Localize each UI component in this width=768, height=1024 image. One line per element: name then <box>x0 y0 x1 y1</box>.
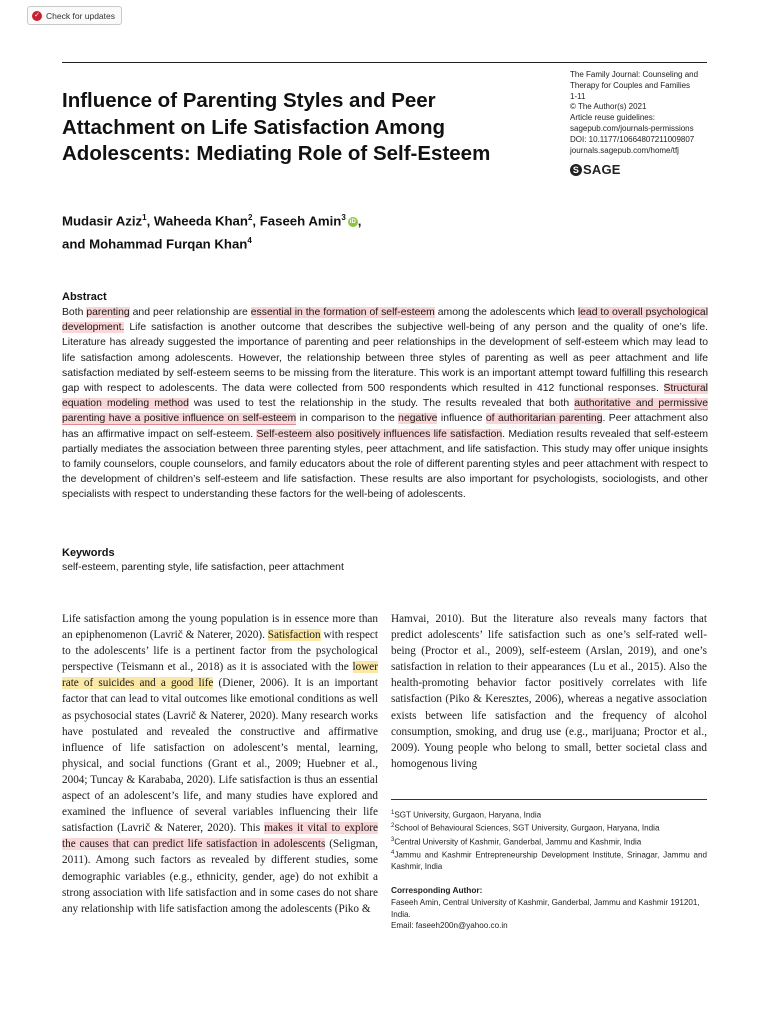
highlighted-text: parenting <box>86 307 130 318</box>
highlighted-text: essential in the formation of self-esteem <box>250 307 435 318</box>
abstract-body <box>62 305 708 503</box>
author-prefix: and <box>62 236 90 252</box>
body-column-left <box>62 611 378 917</box>
sage-mark-icon: S <box>570 164 582 176</box>
journal-line: Therapy for Couples and Families <box>570 80 691 90</box>
footnote-rule <box>391 799 707 800</box>
affiliation-footnotes <box>391 808 707 873</box>
reuse-guidelines-label: Article reuse guidelines: <box>570 113 655 123</box>
corresponding-address: Faseeh Amin, Central University of Kashmir, Ganderbal, Jammu and Kashmir 191201, India. <box>391 898 700 919</box>
affiliation-sup: 3 <box>341 213 346 222</box>
article-title: Influence of Parenting Styles and Peer Attachment on Life Satisfaction Among Adolescents: Mediating Role of Self-Esteem <box>62 89 491 165</box>
corresponding-author-heading: Corresponding Author: <box>391 885 483 895</box>
author-name: Faseeh Amin <box>259 213 342 229</box>
highlighted-text: Self-esteem also positively influences life satisfaction <box>256 428 503 440</box>
author-list: Mudasir Aziz$^1$, Waheeda Khan$^2$, Faseeh Amin$^3$ iD , and Mohammad Furqan Khan$^4$ <box>62 213 362 252</box>
author-name: Waheeda Khan <box>153 213 248 229</box>
author-name: Mohammad Furqan Khan <box>89 236 248 252</box>
update-check-icon: ✓ <box>32 11 42 21</box>
affiliation-number: 2 <box>391 823 395 830</box>
text-run: influence <box>437 413 486 425</box>
affiliation-item <box>391 835 707 848</box>
text-run: among the adolescents which <box>434 307 578 318</box>
highlighted-text: Structural equation modeling method <box>62 383 708 410</box>
highlighted-text: negative <box>398 413 438 425</box>
highlighted-text: lower rate of suicides and a good life <box>62 661 378 690</box>
corresponding-author-body <box>391 897 707 932</box>
text-run: Life satisfaction is another outcome that describes the subjective well-being of any person and the quality of one’s life. Literature has already suggested the importance of parenting and peer relationships in the development of self-esteem which may lead to life satisfaction among adolescents. However, the relationship between three styles of parenting as well as peer attachment and life satisfaction mediated by self-esteem seems to be missing from the literature. This work is an important attempt toward fulfilling this research gap with respect to adolescents. The data were collected from 500 respondents which resulted in 412 functional responses. <box>62 322 708 395</box>
sage-logo <box>570 162 621 177</box>
affiliation-text: Central University of Kashmir, Ganderbal, Jammu and Kashmir, India <box>394 837 642 847</box>
text-run: Life satisfaction among the young population is in essence more than an epiphenomenon (Lavrič & Naterer, 2020). <box>62 613 378 642</box>
check-for-updates-button[interactable] <box>27 6 122 25</box>
journal-home-link[interactable]: journals.sagepub.com/home/tfj <box>570 145 679 155</box>
text-run: . Mediation results revealed that self-esteem partially mediates the association between three parenting styles, peer attachment, and life satisfaction. This study may offer unique insights to family counselors, couple counselors, and family educators about the role of different parenting styles and peer attachment with respect to the development of children’s self-esteem and life satisfaction. These results are also important for psychologists, sociologists, and other specialists with respect to understanding these factors for the well-being of adolescents. <box>62 428 709 501</box>
affiliation-sup: 2 <box>247 213 253 222</box>
affiliation-text: Jammu and Kashmir Entrepreneurship Development Institute, Srinagar, Jammu and Kashmir, India <box>391 850 707 872</box>
doi-link[interactable]: DOI: 10.1177/10664807211009807 <box>570 134 695 144</box>
keywords-heading: Keywords <box>62 547 115 559</box>
text-run: with respect to the adolescents’ life is a pertinent factor from the psychological perspective (Teismann et al., 2018) as it is associated with the <box>62 629 378 674</box>
affiliation-sup: 4 <box>247 236 252 246</box>
text-run: and peer relationship are <box>129 307 251 318</box>
permissions-link[interactable]: sagepub.com/journals-permissions <box>570 123 694 133</box>
highlighted-text: Satisfaction <box>267 629 321 642</box>
highlighted-text: authoritative and permissive parenting have a positive influence on self-esteem <box>62 398 709 425</box>
affiliation-item <box>391 808 707 821</box>
orcid-icon[interactable]: iD <box>349 218 356 225</box>
affiliation-sup: 1 <box>142 213 147 222</box>
affiliation-text: School of Behavioural Sciences, SGT University, Gurgaon, Haryana, India <box>394 823 660 833</box>
affiliation-number: 4 <box>391 849 395 856</box>
affiliation-item <box>391 848 707 873</box>
text-run: (Diener, 2006). It is an important factor that can lead to vital outcomes like emotional conditions as well as psychosocial states (Lavrič & Naterer, 2020). Many research works have postulated and revealed the constructive and affirmative influence of life satisfaction on adolescent’s mental, learning, physical, and social functions (Grant et al., 2009; Huebner et al., 2004; Tuncay & Karababa, 2020). Life satisfaction is thus an essential aspect of an adolescent’s life, and many studies have explored and examined the influence of several variables influencing their life satisfaction (Lavrič & Naterer, 2020). This <box>62 677 379 835</box>
journal-line: The Family Journal: Counseling and <box>570 70 699 79</box>
author-name: Mudasir Aziz <box>62 213 143 229</box>
keywords-text: self-esteem, parenting style, life satisfaction, peer attachment <box>62 562 344 573</box>
text-run: . Peer attachment also has an affirmative impact on self-esteem. <box>62 413 709 440</box>
text-run: was used to test the relationship in the study. The results revealed that both <box>188 398 575 410</box>
text-run: (Seligman, 2011). Among such factors as revealed by different studies, some demographic variables (e.g., ethnicity, gender, age) do not exhibit a strong association with life satisfaction and in some cases do not share any relationship with life satisfaction among the adolescents (Piko & <box>62 838 378 915</box>
abstract-heading: Abstract <box>62 291 107 303</box>
publisher-name: SAGE <box>583 162 621 177</box>
text-run: Both <box>62 307 87 318</box>
highlighted-text: lead to overall psychological development. <box>62 307 708 334</box>
highlighted-text: of authoritarian parenting <box>485 413 603 425</box>
body-column-right: Hamvai, 2010). But the literature also reveals many factors that predict adolescents’ life satisfaction such as one’s self-rated well-being (Proctor et al., 2009), self-esteem (Arslan, 2019), and one’s satisfaction in relation to their appearances (Lu et al., 2015). Also the health-promoting behavior factor positively correlates with life satisfaction (Piko & Keresztes, 2006), whereas a negative association exists between life satisfaction and the frequency of alcohol consumption, smoking, and drug use (e.g., marijuana; Proctor et al., 2009). Young people who belong to small, better societal class and homogenous living <box>391 613 707 770</box>
highlighted-text: makes it vital to explore the causes that can predict life satisfaction in adolescents <box>62 822 378 851</box>
affiliation-item <box>391 821 707 834</box>
corresponding-email[interactable]: Email: faseeh200n@yahoo.co.in <box>391 921 508 931</box>
journal-info <box>570 70 720 156</box>
affiliation-number: 1 <box>391 810 395 816</box>
affiliation-text: SGT University, Gurgaon, Haryana, India <box>394 810 542 820</box>
header-rule <box>62 62 707 63</box>
affiliation-number: 3 <box>391 836 395 843</box>
journal-pages: 1-11 <box>570 91 586 101</box>
text-run: in comparison to the <box>296 413 399 425</box>
copyright-line: © The Author(s) 2021 <box>570 102 647 112</box>
badge-label: Check for updates <box>46 10 115 21</box>
